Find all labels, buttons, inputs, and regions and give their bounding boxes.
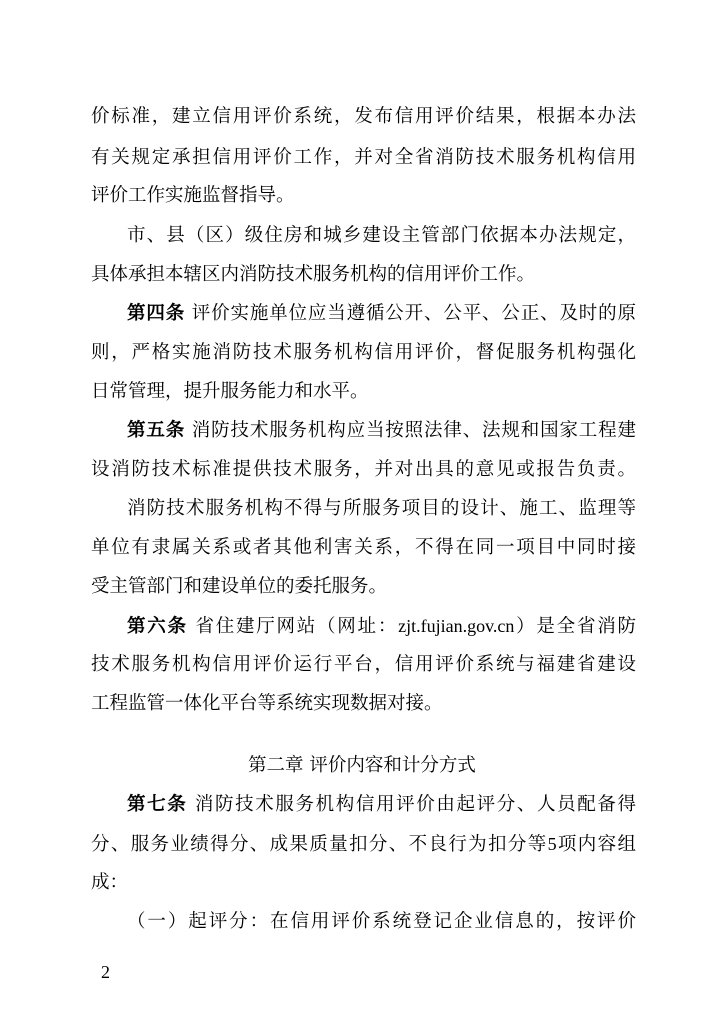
article-label: 第四条 [127, 303, 186, 324]
article-text: 评价实施单位应当遵循公开、公平、公正、及时的原 [185, 303, 636, 324]
article-text: 消防技术服务机构应当按照法律、法规和国家工程建 [185, 420, 636, 441]
article-label: 第六条 [127, 616, 188, 637]
article-text: ）是全省消防 [514, 616, 636, 637]
chapter-heading: 第二章 评价内容和计分方式 [248, 755, 476, 776]
text-line: 日常管理，提升服务能力和水平。 [91, 381, 369, 402]
website-url: zjt.fujian.gov.cn [398, 616, 515, 636]
article-text: 省住建厅网站（网址： [187, 616, 399, 637]
article-5-line [127, 418, 636, 444]
count-number: 5 [547, 834, 557, 854]
text-line: 评价工作实施监督指导。 [91, 185, 295, 206]
text-line: 工程监管一体化平台等系统实现数据对接。 [91, 693, 443, 714]
text-line: 消防技术服务机构不得与所服务项目的设计、施工、监理等 [127, 498, 636, 519]
article-6-line [127, 613, 636, 640]
text-line: 价标准，建立信用评价系统，发布信用评价结果，根据本办法 [91, 106, 636, 127]
text-line: 具体承担本辖区内消防技术服务机构的信用评价工作。 [91, 264, 536, 285]
article-label: 第七条 [127, 794, 188, 815]
line-text: 分、服务业绩得分、成果质量扣分、不良行为扣分等 [91, 834, 548, 855]
text-line: （一）起评分：在信用评价系统登记企业信息的，按评价 [127, 911, 636, 932]
text-line: 则，严格实施消防技术服务机构信用评价，督促服务机构强化 [91, 342, 636, 363]
article-4-line [127, 301, 636, 327]
text-line: 设消防技术标准提供技术服务，并对出具的意见或报告负责。 [91, 459, 636, 480]
text-line: 受主管部门和建设单位的委托服务。 [91, 576, 388, 597]
article-label: 第五条 [127, 420, 186, 441]
text-line: 单位有隶属关系或者其他利害关系，不得在同一项目中同时接 [91, 537, 636, 558]
text-line: 有关规定承担信用评价工作，并对全省消防技术服务机构信用 [91, 147, 636, 168]
text-line [91, 831, 636, 858]
page-number: 2 [101, 962, 110, 982]
article-text: 消防技术服务机构信用评价由起评分、人员配备得 [187, 794, 636, 815]
text-line: 成： [91, 872, 129, 893]
article-7-line [127, 792, 636, 818]
line-text: 项内容组 [556, 834, 636, 855]
text-line: 市、县（区）级住房和城乡建设主管部门依据本办法规定， [127, 225, 636, 246]
text-line: 技术服务机构信用评价运行平台，信用评价系统与福建省建设 [91, 654, 636, 675]
